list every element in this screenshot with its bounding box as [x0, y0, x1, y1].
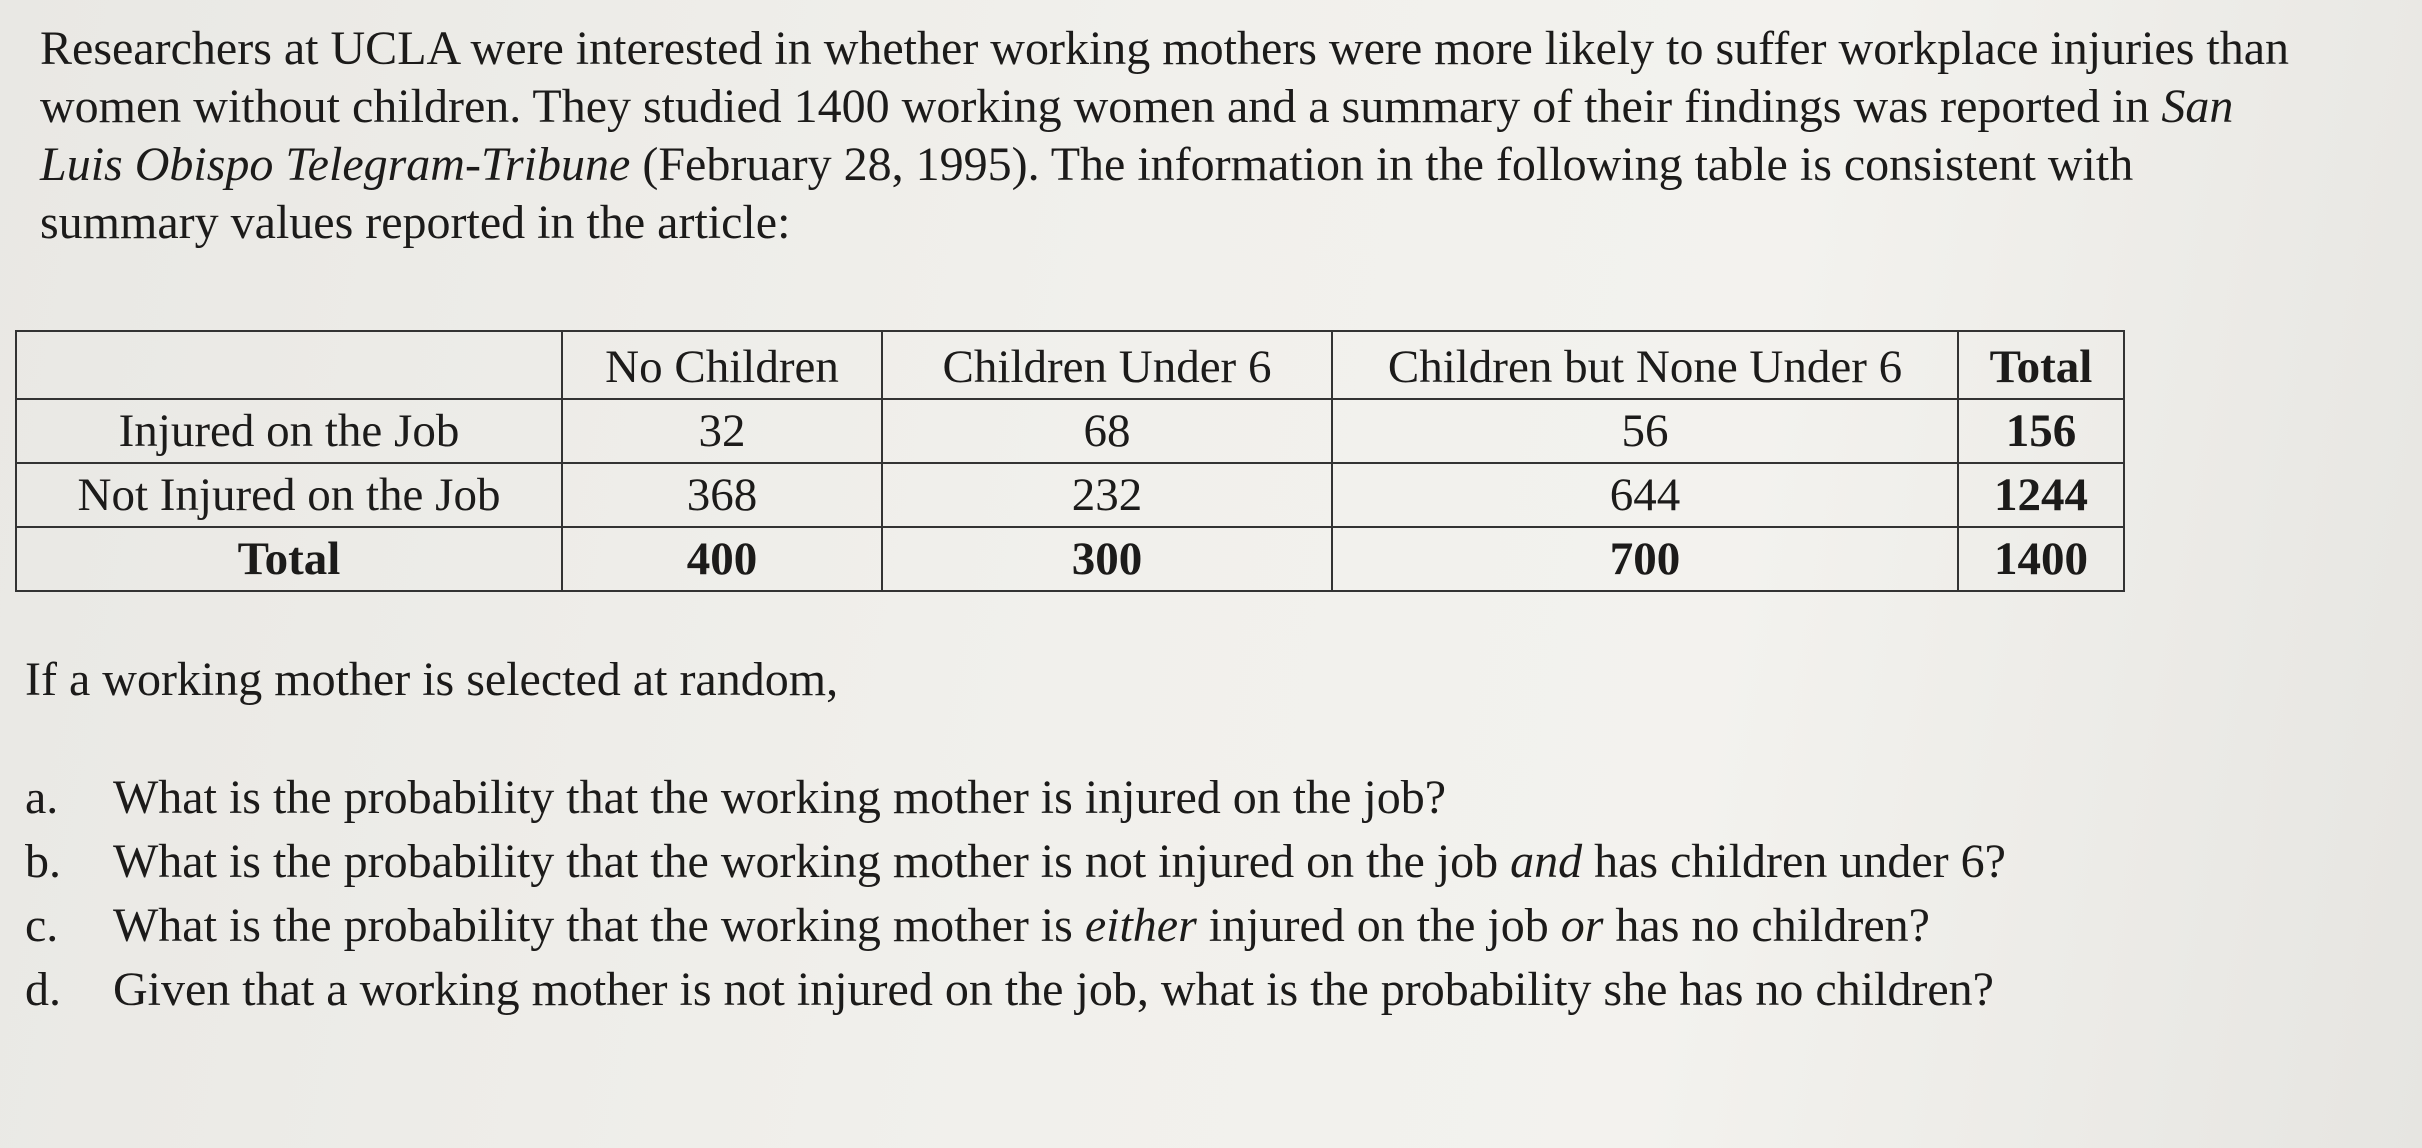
question-text-part: has children under 6?: [1582, 835, 2006, 888]
table-header-no-children: No Children: [562, 331, 882, 399]
question-prompt: If a working mother is selected at random,: [25, 653, 839, 706]
question-c: [25, 898, 2285, 954]
question-text: [113, 770, 2285, 826]
question-text-emphasis: or: [1560, 899, 1604, 952]
row-label-total: Total: [16, 527, 562, 591]
table-cell-total: 156: [1958, 399, 2124, 463]
question-marker: d.: [25, 963, 61, 1016]
table-cell: 68: [882, 399, 1332, 463]
question-text-part: Given that a working mother is not injured on the job, what is the probability she has no children?: [113, 963, 1994, 1016]
question-text-part: What is the probability that the working mother is: [113, 899, 1085, 952]
question-text: [113, 962, 2285, 1018]
question-a: [25, 770, 2285, 826]
contingency-table: [15, 330, 2125, 592]
question-text-part: What is the probability that the working mother is not injured on the job: [113, 835, 1511, 888]
table-cell: 644: [1332, 463, 1958, 527]
question-marker: b.: [25, 835, 61, 888]
row-label-not-injured: Not Injured on the Job: [16, 463, 562, 527]
question-b: [25, 834, 2285, 890]
table-header-children-under-6: Children Under 6: [882, 331, 1332, 399]
table-header-row: [16, 331, 2124, 399]
table-cell-total: 400: [562, 527, 882, 591]
question-text: [113, 834, 2285, 890]
question-text-emphasis: and: [1510, 835, 1583, 888]
question-text-part: What is the probability that the working mother is injured on the job?: [113, 771, 1447, 824]
table-cell: 232: [882, 463, 1332, 527]
table-header-total: Total: [1958, 331, 2124, 399]
table-row-not-injured: [16, 463, 2124, 527]
table-cell-total: 1244: [1958, 463, 2124, 527]
table-cell: 56: [1332, 399, 1958, 463]
row-label-injured: Injured on the Job: [16, 399, 562, 463]
question-list: [25, 770, 2285, 1026]
table-row-total: [16, 527, 2124, 591]
intro-paragraph: [40, 20, 2300, 252]
table-header-blank: [16, 331, 562, 399]
table-cell-grand-total: 1400: [1958, 527, 2124, 591]
intro-text-2: (February 28, 1995). The information in the following table is consistent with summary values reported in the article:: [40, 138, 2134, 249]
question-marker: a.: [25, 771, 59, 824]
table-header-children-none-under-6: Children but None Under 6: [1332, 331, 1958, 399]
intro-text-1: Researchers at UCLA were interested in whether working mothers were more likely to suffer workplace injuries than women without children. They studied 1400 working women and a summary of their findings was reported in: [40, 22, 2290, 133]
question-text-part: injured on the job: [1196, 899, 1561, 952]
question-d: [25, 962, 2285, 1018]
newspaper-name: San Luis Obispo Telegram-Tribune: [40, 80, 2234, 191]
document-page: [40, 20, 2370, 252]
question-text-part: has no children?: [1603, 899, 1930, 952]
table-cell: 368: [562, 463, 882, 527]
table-cell-total: 300: [882, 527, 1332, 591]
question-marker: c.: [25, 899, 59, 952]
question-text: [113, 898, 2285, 954]
question-text-emphasis: either: [1084, 899, 1197, 952]
table-cell: 32: [562, 399, 882, 463]
table-row-injured: [16, 399, 2124, 463]
table-cell-total: 700: [1332, 527, 1958, 591]
